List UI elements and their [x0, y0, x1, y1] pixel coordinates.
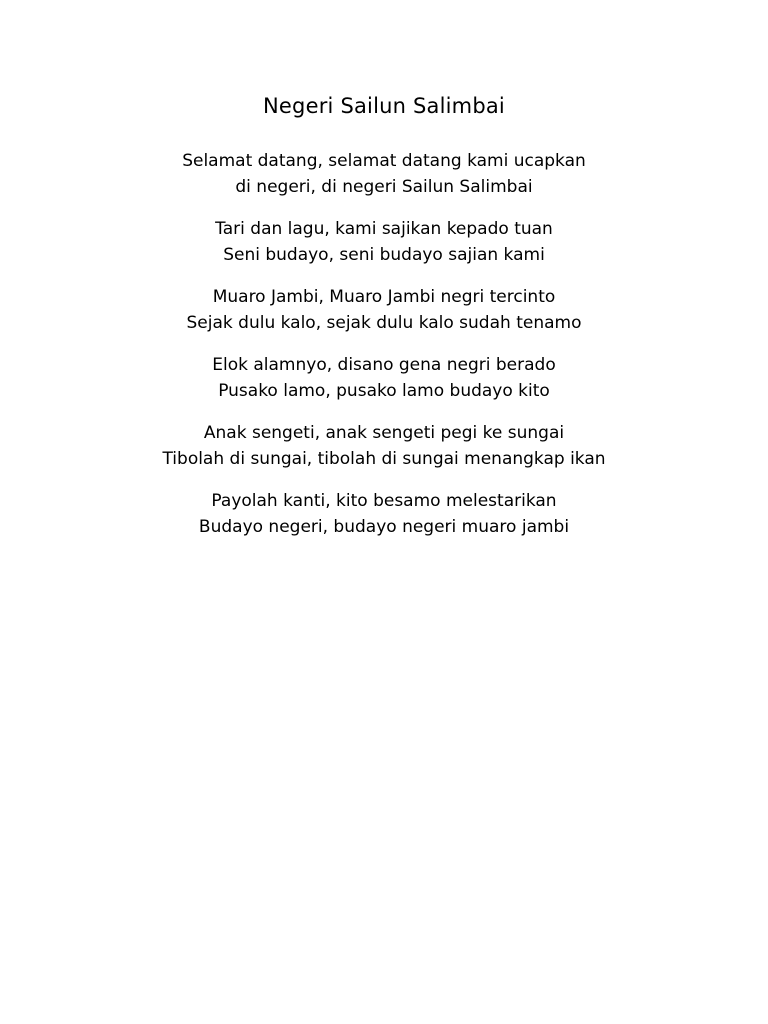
stanza: [0, 420, 768, 472]
poem-line: Muaro Jambi, Muaro Jambi negri tercinto: [212, 287, 556, 307]
poem-line: Tibolah di sungai, tibolah di sungai menangkap ikan: [162, 449, 606, 469]
poem-line: Budayo negeri, budayo negeri muaro jambi: [198, 517, 570, 537]
document-title: Negeri Sailun Salimbai: [263, 94, 505, 118]
stanza: [0, 488, 768, 540]
poem-line: Sejak dulu kalo, sejak dulu kalo sudah tenamo: [186, 313, 582, 333]
poem-line: Pusako lamo, pusako lamo budayo kito: [218, 381, 550, 401]
poem-line: Tari dan lagu, kami sajikan kepado tuan: [215, 219, 553, 239]
poem-body: [0, 148, 768, 556]
stanza: [0, 352, 768, 404]
stanza: [0, 216, 768, 268]
poem-line: Selamat datang, selamat datang kami ucapkan: [182, 151, 586, 171]
poem-line: Seni budayo, seni budayo sajian kami: [223, 245, 545, 265]
stanza: [0, 284, 768, 336]
poem-line: Anak sengeti, anak sengeti pegi ke sungai: [203, 423, 565, 443]
poem-line: Elok alamnyo, disano gena negri berado: [212, 355, 556, 375]
stanza: [0, 148, 768, 200]
poem-line: Payolah kanti, kito besamo melestarikan: [211, 491, 557, 511]
poem-line: di negeri, di negeri Sailun Salimbai: [235, 177, 533, 197]
